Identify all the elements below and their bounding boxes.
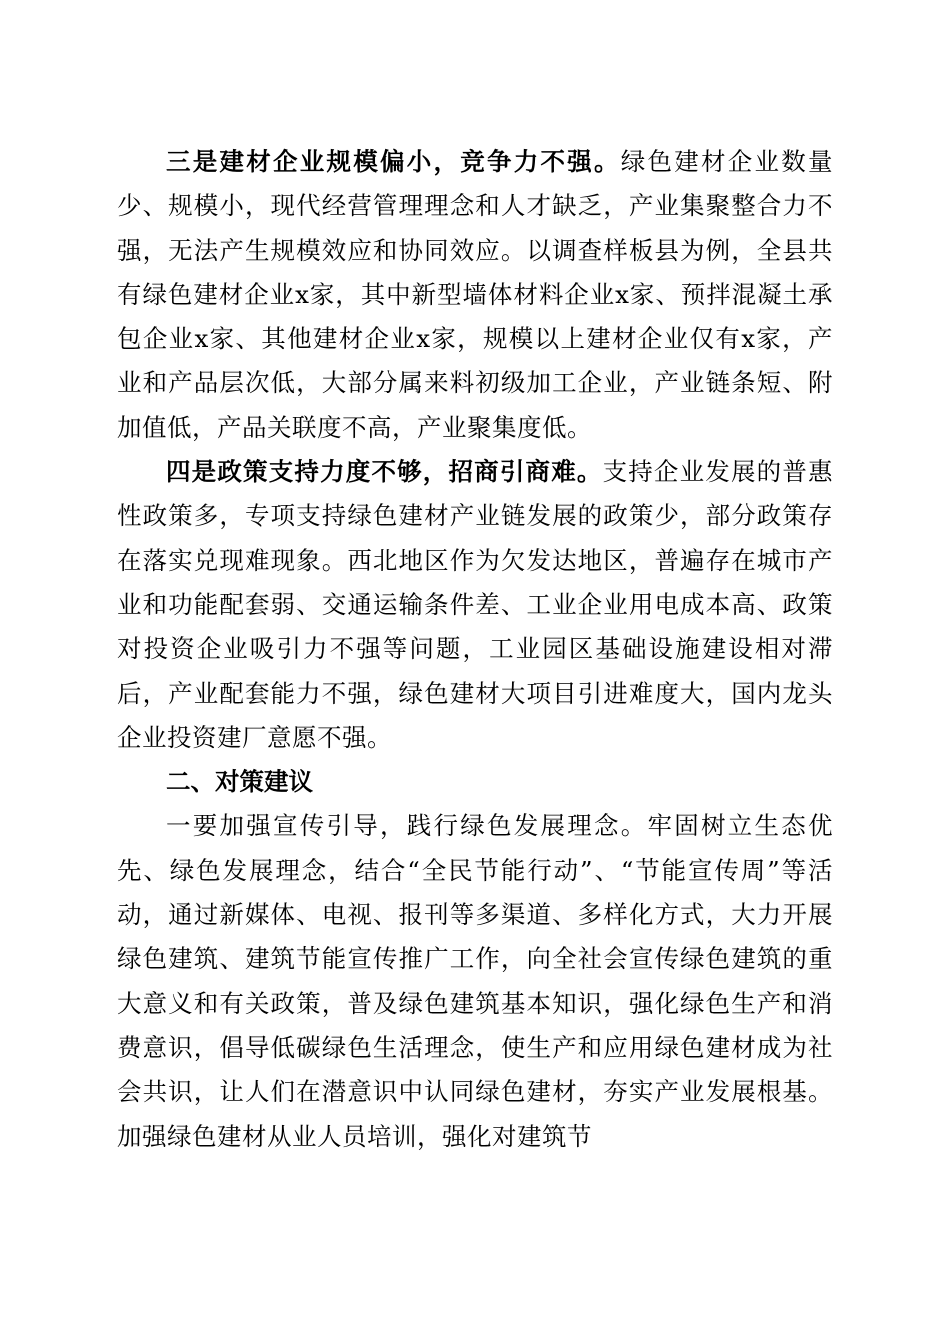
- paragraph-text: 绿色建材企业数量少、规模小，现代经营管理理念和人才缺乏，产业集聚整合力不强，无法产生规模效应和协同效应。以调查样板县为例，全县共有绿色建材企业x家，其中新型墙体材料企业x家、预拌混凝土承包企业x家、其他建材企业x家，规模以上建材企业仅有x家，产业和产品层次低，大部分属来料初级加工企业，产业链条短、附加值低，产品关联度不高，产业聚集度低。: [117, 147, 833, 442]
- paragraph-lead: 三是建材企业规模偏小，竞争力不强。: [166, 147, 621, 176]
- paragraph-publicity: [117, 804, 833, 1158]
- paragraph-scale-issue: [117, 140, 833, 450]
- paragraph-policy-issue: [117, 450, 833, 760]
- document-body: [117, 140, 833, 1159]
- paragraph-text: 支持企业发展的普惠性政策多，专项支持绿色建材产业链发展的政策少，部分政策存在落实兑现难现象。西北地区作为欠发达地区，普遍存在城市产业和功能配套弱、交通运输条件差、工业企业用电成本高、政策对投资企业吸引力不强等问题，工业园区基础设施建设相对滞后，产业配套能力不强，绿色建材大项目引进难度大，国内龙头企业投资建厂意愿不强。: [117, 457, 834, 752]
- paragraph-text: 一要加强宣传引导，践行绿色发展理念。牢固树立生态优先、绿色发展理念，结合“全民节能行动”、“节能宣传周”等活动，通过新媒体、电视、报刊等多渠道、多样化方式，大力开展绿色建筑、建筑节能宣传推广工作，向全社会宣传绿色建筑的重大意义和有关政策，普及绿色建筑基本知识，强化绿色生产和消费意识，倡导低碳绿色生活理念，使生产和应用绿色建材成为社会共识，让人们在潜意识中认同绿色建材，夯实产业发展根基。加强绿色建材从业人员培训，强化对建筑节: [117, 811, 833, 1151]
- paragraph-lead: 四是政策支持力度不够，招商引商难。: [166, 457, 603, 487]
- section-heading: 二、对策建议: [166, 767, 313, 797]
